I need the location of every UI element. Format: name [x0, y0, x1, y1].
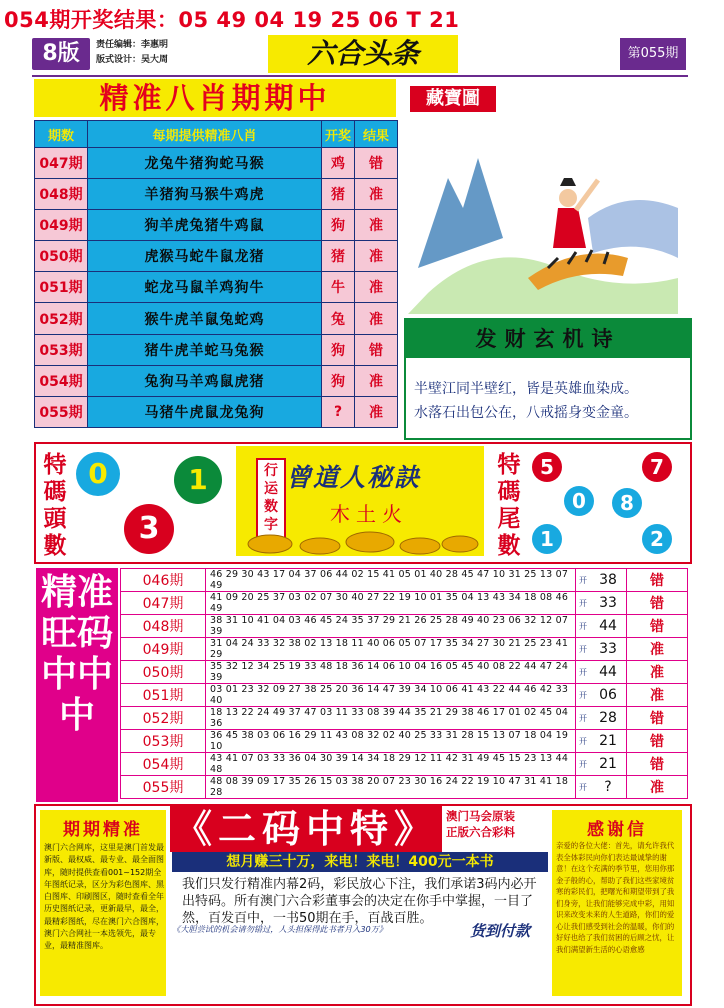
table-row: [35, 303, 398, 334]
five-elements: 木土火: [330, 502, 408, 526]
tail-digit-ball: 0: [564, 486, 594, 516]
result-cell: 错: [627, 569, 688, 592]
special-cell: 44: [590, 615, 627, 638]
table-row: [121, 730, 688, 753]
draw-label: 开: [576, 615, 591, 638]
zodiac-cell: 蛇龙马鼠羊鸡狗牛: [88, 272, 322, 303]
draw-label: 开: [576, 569, 591, 592]
result-cell: 错: [627, 730, 688, 753]
numbers-cell: 36 45 38 03 06 16 29 11 43 08 32 02 40 25 33 31 28 15 13 07 18 04 19 10: [206, 730, 576, 753]
special-cell: 33: [590, 592, 627, 615]
issue-cell: 052期: [121, 707, 206, 730]
draw-cell: 牛: [322, 272, 355, 303]
issue-cell: 048期: [121, 615, 206, 638]
eight-zodiac-table: [34, 120, 398, 428]
table-row: [35, 396, 398, 427]
result-cell: 准: [355, 365, 398, 396]
header-rule: [32, 75, 688, 77]
result-cell: 准: [355, 210, 398, 241]
result-cell: 准: [355, 241, 398, 272]
zodiac-cell: 猪牛虎羊蛇马兔猴: [88, 334, 322, 365]
ad-source-line-2: 正版六合彩料: [446, 825, 515, 839]
zodiac-cell: 狗羊虎兔猪牛鸡鼠: [88, 210, 322, 241]
special-cell: 21: [590, 730, 627, 753]
poem-line-2: 水落石出包公在，八戒摇身变金童。: [414, 405, 638, 421]
secret-title: 曾道人秘訣: [286, 463, 422, 492]
result-cell: 错: [627, 707, 688, 730]
header-zodiacs: 每期提供精准八肖: [88, 121, 322, 148]
numbers-cell: 18 13 22 24 49 37 47 03 11 33 08 39 44 35 21 29 38 46 17 01 02 45 04 36: [206, 707, 576, 730]
result-cell: 错: [627, 753, 688, 776]
issue-cell: 049期: [35, 210, 88, 241]
result-cell: 准: [355, 396, 398, 427]
result-cell: 准: [627, 661, 688, 684]
result-cell: 错: [627, 615, 688, 638]
ad-subtitle: 想月赚三十万，来电！来电！400元一本书: [172, 852, 548, 872]
special-cell: 44: [590, 661, 627, 684]
issue-cell: 053期: [121, 730, 206, 753]
treasure-map-title: 藏寶圖: [410, 86, 496, 112]
issue-number: 第055期: [620, 38, 686, 70]
table-row: [35, 334, 398, 365]
special-cell: 28: [590, 707, 627, 730]
numbers-cell: 46 29 30 43 17 04 37 06 44 02 15 41 05 01 40 28 45 47 10 31 25 13 07 49: [206, 569, 576, 592]
cash-on-delivery: 货到付款: [470, 922, 531, 940]
hot-numbers-title: 精准旺码中中中: [36, 568, 118, 802]
numbers-cell: 48 08 39 09 17 35 26 15 03 38 20 07 23 30 16 24 22 19 10 47 31 41 18 28: [206, 776, 576, 799]
issue-cell: 053期: [35, 334, 88, 365]
table-row: [121, 592, 688, 615]
special-cell: 33: [590, 638, 627, 661]
designer-credit: 版式设计：吴大周: [96, 55, 169, 65]
zodiac-cell: 马猪牛虎鼠龙兔狗: [88, 396, 322, 427]
draw-cell: 猪: [322, 179, 355, 210]
table-row: [35, 365, 398, 396]
draw-cell: 鸡: [322, 148, 355, 179]
table-row: [121, 638, 688, 661]
issue-cell: 047期: [121, 592, 206, 615]
ad-source: [446, 808, 550, 840]
draw-label: 开: [576, 684, 591, 707]
special-cell: 21: [590, 753, 627, 776]
poem-line-1: 半壁江同半壁红，皆是英雄血染成。: [414, 381, 638, 397]
result-cell: 准: [355, 179, 398, 210]
masthead-title: 六合头条: [268, 35, 458, 73]
table-row: [121, 661, 688, 684]
draw-cell: 狗: [322, 334, 355, 365]
table-row: [121, 615, 688, 638]
draw-cell: 兔: [322, 303, 355, 334]
tail-digit-ball: 1: [532, 524, 562, 554]
result-cell: 错: [355, 334, 398, 365]
zodiac-cell: 虎猴马蛇牛鼠龙猪: [88, 241, 322, 272]
draw-label: 开: [576, 592, 591, 615]
lucky-number-label: 行运数字: [256, 458, 286, 540]
numbers-cell: 38 31 10 41 04 03 46 45 24 35 37 29 21 26 25 28 49 40 23 06 32 12 07 39: [206, 615, 576, 638]
ad-footnote: 《大胆尝试的机会请勿错过，人头担保得此书者月入30万》: [172, 924, 388, 934]
issue-cell: 049期: [121, 638, 206, 661]
hot-numbers-table: [120, 568, 688, 799]
result-cell: 错: [355, 148, 398, 179]
draw-cell: 狗: [322, 365, 355, 396]
issue-cell: 055期: [35, 396, 88, 427]
issue-cell: 050期: [35, 241, 88, 272]
result-cell: 错: [627, 592, 688, 615]
draw-cell: 猪: [322, 241, 355, 272]
numbers-cell: 35 32 12 34 25 19 33 48 18 36 14 06 10 04 16 05 45 40 08 22 44 47 24 39: [206, 661, 576, 684]
draw-label: 开: [576, 776, 591, 799]
issue-cell: 055期: [121, 776, 206, 799]
issue-cell: 047期: [35, 148, 88, 179]
zodiac-cell: 龙兔牛猪狗蛇马猴: [88, 148, 322, 179]
table-row: [35, 241, 398, 272]
tail-digit-ball: 5: [532, 452, 562, 482]
issue-cell: 051期: [121, 684, 206, 707]
result-cell: 准: [627, 638, 688, 661]
issue-cell: 048期: [35, 179, 88, 210]
zodiac-cell: 兔狗马羊鸡鼠虎猪: [88, 365, 322, 396]
table-row: [35, 179, 398, 210]
ad-title: 《二码中特》: [170, 806, 442, 852]
treasure-map-illustration: [408, 118, 688, 314]
table-row: [121, 684, 688, 707]
thanks-letter-text: 亲爱的各位大佬：首先，请允许我代表全体彩民向你们表达最诚挚的谢意！在这个充满的季节里，您用你那金子般的心，帮助了我们这些家境贫寒的彩民们，把曙光和期望带到了我们身旁，让我们能够完成中彩，用知识来改变未来的人生道路，你们的爱心让我们感受到社会的温暖，你们的好好也给了我们贫困的后顾之忧，让我们满望新生活的心语愈感: [556, 841, 675, 954]
zodiac-cell: 猴牛虎羊鼠兔蛇鸡: [88, 303, 322, 334]
special-cell: 38: [590, 569, 627, 592]
special-cell: 06: [590, 684, 627, 707]
head-number-label: 特碼頭數: [43, 452, 67, 559]
ad-body: 我们只发行精准内幕2码，彩民放心下注，我们承诺3码内必开出特码。所有澳门六合彩董事会的决定在你手中掌握，一目了然，百发百中，一书50期在手，百战百胜。: [182, 877, 537, 926]
draw-cell: 狗: [322, 210, 355, 241]
left-notice-title: 期期精准: [63, 820, 143, 840]
zodiac-cell: 羊猪狗马猴牛鸡虎: [88, 179, 322, 210]
latest-draw-banner: 054期开奖结果：05 49 04 19 25 06 T 21: [4, 8, 460, 32]
numbers-cell: 41 09 20 25 37 03 02 07 30 40 27 22 19 10 01 35 04 13 43 34 18 08 46 49: [206, 592, 576, 615]
issue-cell: 054期: [121, 753, 206, 776]
tail-digit-ball: 8: [612, 488, 642, 518]
draw-label: 开: [576, 707, 591, 730]
numbers-cell: 03 01 23 32 09 27 38 25 20 36 14 47 39 34 10 06 41 43 22 44 46 42 33 40: [206, 684, 576, 707]
draw-label: 开: [576, 730, 591, 753]
draw-label: 开: [576, 753, 591, 776]
draw-cell: ?: [322, 396, 355, 427]
table-row: [121, 569, 688, 592]
draw-label: 开: [576, 638, 591, 661]
numbers-cell: 31 04 24 33 32 38 02 13 18 11 40 06 05 07 17 35 34 27 30 21 25 23 41 29: [206, 638, 576, 661]
numbers-cell: 43 41 07 03 33 36 04 30 39 14 34 18 29 12 11 42 31 49 45 15 23 13 44 48: [206, 753, 576, 776]
table-row: [35, 272, 398, 303]
draw-label: 开: [576, 661, 591, 684]
special-cell: ?: [590, 776, 627, 799]
result-cell: 准: [355, 272, 398, 303]
editor-credit: 责任编辑：李惠明: [96, 40, 169, 50]
tail-digit-ball: 2: [642, 524, 672, 554]
header-issue: 期数: [35, 121, 88, 148]
result-cell: 准: [627, 776, 688, 799]
left-notice-text: 澳门六合网库，这里是澳门首发最新版、最权威、最专业、最全面图库，随时提供查看001~152期全年图纸记录，区分为彩色图库、黑白图库、印刷图区，随时查看全年历史图纸记录，更新最早，最全，最精彩图纸，尽在澳门六合图库，澳门六合网社一本选领先，最专业，最精准图库。: [44, 843, 164, 951]
tail-number-label: 特碼尾數: [497, 452, 521, 559]
table-row: [121, 753, 688, 776]
header-result: 结果: [355, 121, 398, 148]
poem-title: 发财玄机诗: [406, 320, 690, 358]
result-cell: 准: [627, 684, 688, 707]
staff-credits: [96, 38, 168, 68]
result-cell: 准: [355, 303, 398, 334]
issue-cell: 046期: [121, 569, 206, 592]
head-digit-ball: 0: [76, 452, 120, 496]
table-row: [35, 148, 398, 179]
issue-cell: 052期: [35, 303, 88, 334]
table-row: [121, 776, 688, 799]
issue-cell: 050期: [121, 661, 206, 684]
head-digit-ball: 1: [174, 456, 222, 504]
head-digit-ball: 3: [124, 504, 174, 554]
table-header-row: [35, 121, 398, 148]
eight-zodiac-title: 精准八肖期期中: [34, 79, 396, 117]
thanks-letter-title: 感谢信: [587, 820, 647, 840]
edition-badge: 8版: [32, 38, 90, 70]
ad-source-line-1: 澳门马会原装: [446, 809, 515, 823]
header-draw: 开奖: [322, 121, 355, 148]
issue-cell: 054期: [35, 365, 88, 396]
issue-cell: 051期: [35, 272, 88, 303]
tail-digit-ball: 7: [642, 452, 672, 482]
table-row: [35, 210, 398, 241]
table-row: [121, 707, 688, 730]
gold-ingots-icon: [240, 526, 480, 556]
